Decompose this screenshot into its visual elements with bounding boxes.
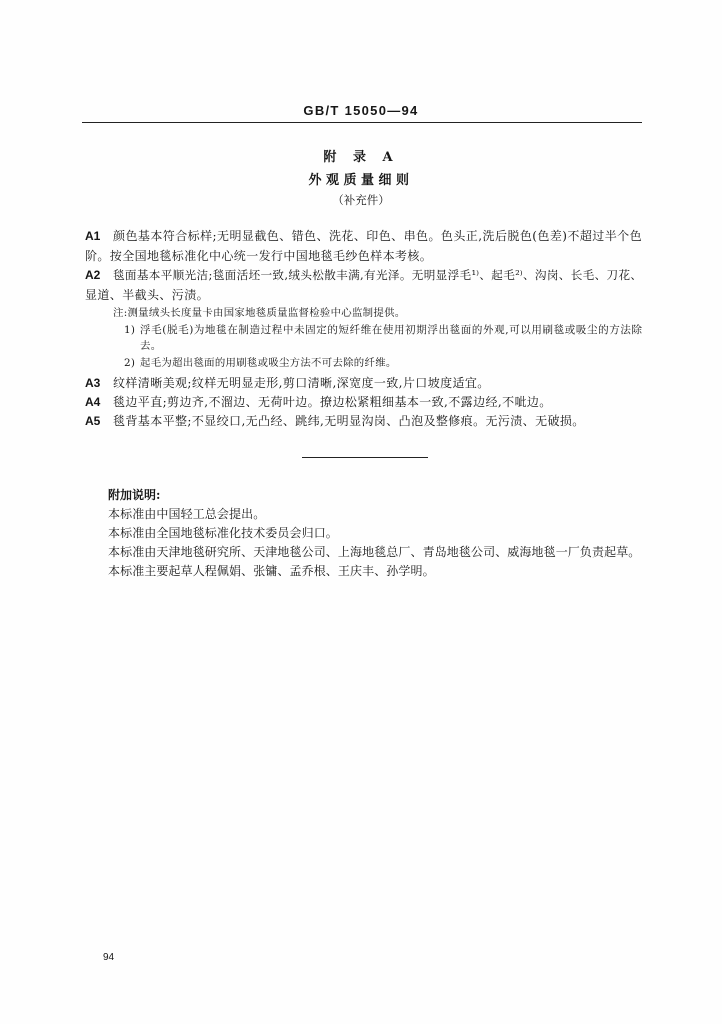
clause-a5-label: A5	[85, 414, 101, 428]
standard-code: GB/T 15050—94	[303, 103, 419, 118]
appendix-subtitle: （补充件）	[332, 193, 390, 207]
footnote-1-line-2: 去。	[140, 340, 162, 352]
measurement-note: 注:测量绒头长度量卡由国家地毯质量监督检验中心监制提供。	[113, 307, 406, 319]
additional-info-line: 本标准主要起草人程佩娟、张镛、孟乔根、王庆丰、孙学明。	[108, 564, 435, 578]
clause-a2-line-2: 显道、半截头、污渍。	[85, 288, 210, 302]
clause-a3-text: 纹样清晰美观;纹样无明显走形,剪口清晰,深宽度一致,片口坡度适宜。	[113, 376, 490, 390]
clause-a4-text: 毯边平直;剪边齐,不溜边、无荷叶边。撩边松紧粗细基本一致,不露边经,不呲边。	[113, 395, 552, 409]
clause-a5-text: 毯背基本平整;不显绞口,无凸经、跳纬,无明显沟岗、凸泡及整修痕。无污渍、无破损。	[113, 414, 585, 428]
footnote-1-marker: 1)	[124, 324, 136, 336]
additional-info-line: 本标准由中国轻工总会提出。	[108, 507, 266, 521]
additional-info-line: 本标准由天津地毯研究所、天津地毯公司、上海地毯总厂、青岛地毯公司、威海地毯一厂负责起草。	[108, 545, 641, 559]
appendix-label: 附 录 A	[323, 150, 399, 165]
additional-info-line: 本标准由全国地毯标准化技术委员会归口。	[108, 526, 338, 540]
clause-a1-line-1: 颜色基本符合标样;无明显截色、错色、洗花、印色、串色。色头正,洗后脱色(色差)不超过半个色	[113, 229, 642, 243]
section-divider	[302, 457, 428, 458]
footnote-1-line-1: 浮毛(脱毛)为地毯在制造过程中未固定的短纤维在使用初期浮出毯面的外观,可以用刷毯或吸尘的方法除	[140, 324, 642, 336]
footnote-2-marker: 2)	[124, 357, 136, 369]
clause-a2-line-1: 毯面基本平顺光洁;毯面活坯一致,绒头松散丰满,有光泽。无明显浮毛¹⁾、起毛²⁾、沟岗、长毛、刀花、	[113, 268, 642, 282]
footnote-2-line-1: 起毛为超出毯面的用刷毯或吸尘方法不可去除的纤维。	[140, 357, 397, 369]
clause-a3-label: A3	[85, 376, 101, 390]
clause-a4-label: A4	[85, 395, 101, 409]
page-number: 94	[103, 952, 115, 963]
additional-info-heading: 附加说明:	[108, 488, 161, 502]
clause-a2-label: A2	[85, 268, 101, 282]
header-rule	[82, 122, 642, 123]
appendix-title: 外观质量细则	[308, 173, 414, 188]
clause-a1-label: A1	[85, 229, 101, 243]
clause-a1-line-2: 阶。按全国地毯标准化中心统一发行中国地毯毛纱色样本考核。	[85, 249, 433, 263]
